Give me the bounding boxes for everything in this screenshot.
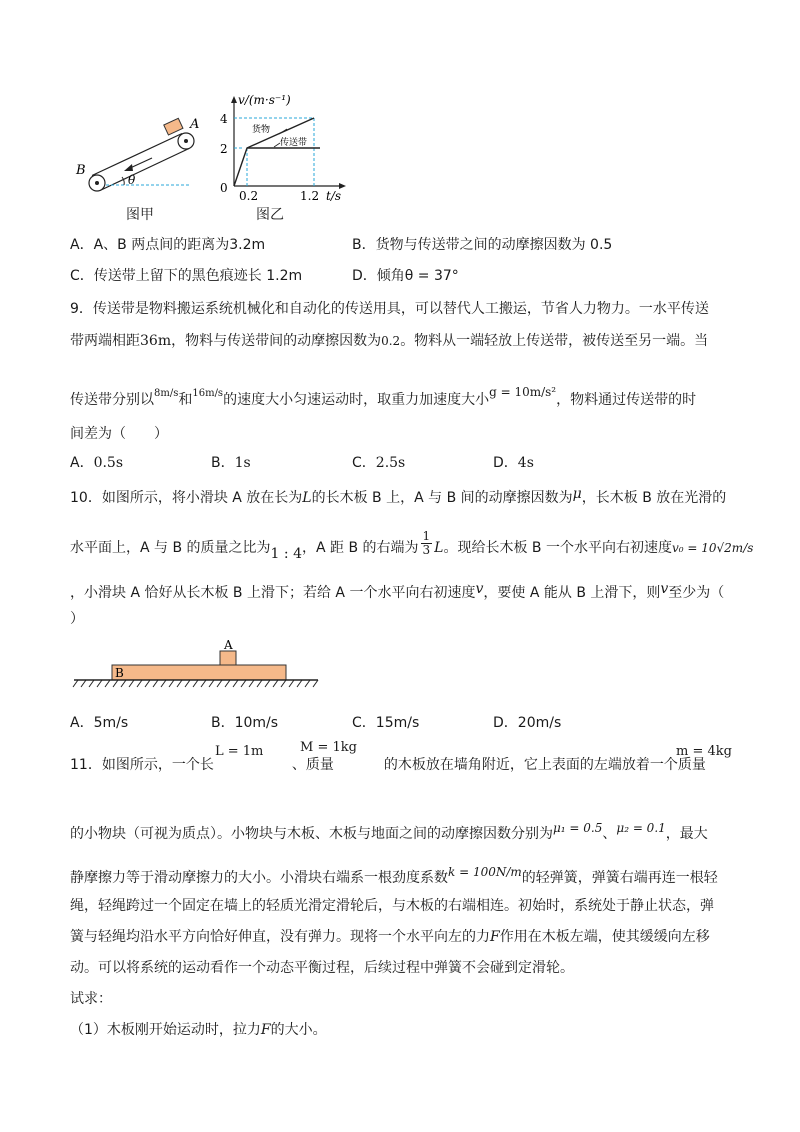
q11-line-6: 动。可以将系统的运动看作一个动态平衡过程，后续过程中弹簧不会碰到定滑轮。 [70, 960, 574, 976]
q11-line-5: 簧与轻绳均沿水平方向恰好伸直，没有弹力。现将一个水平向左的力F作用在木板左端，使其缓缓向左移 [70, 929, 710, 945]
q10-line-4: ） [70, 611, 84, 627]
q8-option-c: C．传送带上留下的黑色痕迹长 1.2m [70, 268, 303, 284]
q9-line-1: 9．传送带是物料搬运系统机械化和自动化的传送用具，可以替代人工搬运，节省人力物力。一水平传送 [70, 301, 709, 317]
q8-option-b: B．货物与传送带之间的动摩擦因数为 0.5 [352, 237, 613, 253]
figure-jia-caption: 图甲 [126, 207, 154, 223]
q10-line-3: ，小滑块 A 恰好从长木板 B 上滑下；若给 A 一个水平向右初速度v，要使 A 能从 B 上滑下，则v至少为（ [70, 581, 725, 601]
q8-option-d: D．倾角θ = 37° [352, 268, 459, 284]
q9-option-b: B．1s [211, 455, 251, 471]
fig-yi-label-cargo: 货物 [252, 125, 271, 135]
fig-yi-origin: 0 [220, 181, 228, 195]
q10-option-c: C．15m/s [352, 715, 420, 731]
figure-jia [70, 108, 210, 198]
q10-line-1: 10．如图所示，将小滑块 A 放在长为L的长木板 B 上，A 与 B 间的动摩擦因数为μ，长木板 B 放在光滑的 [70, 486, 727, 506]
figure-yi-caption: 图乙 [256, 207, 284, 223]
fig-jia-label-theta: θ [128, 173, 136, 187]
fig-q10-label-a: A [224, 638, 233, 652]
fraction-numerator: 1 [422, 529, 431, 543]
q9-line-4: 间差为（ ） [70, 426, 168, 442]
fig-yi-y-tick-2: 2 [220, 142, 228, 156]
q8-option-a: A．A、B 两点间的距离为3.2m [70, 237, 266, 253]
figure-yi [214, 92, 354, 202]
q9-option-c: C．2.5s [352, 455, 406, 471]
fig-jia-label-b: B [76, 163, 86, 178]
fig-q10-label-b: B [115, 666, 124, 680]
figure-q10 [70, 636, 320, 692]
q10-option-d: D．20m/s [493, 715, 562, 731]
q11-line-2: 的小物块（可视为质点）。小物块与木板、木板与地面之间的动摩擦因数分别为μ₁ = 0.5、μ₂ = 0.1，最大 [70, 821, 708, 842]
q11-line-1: 11．如图所示，一个长 、质量 的木板放在墙角附近，它上表面的左端放着一个质量 [70, 757, 706, 773]
fraction-denominator: 3 [422, 543, 431, 557]
q11-math-board-mass: M = 1kg [300, 740, 357, 755]
q11-math-block-mass: m = 4kg [676, 744, 732, 759]
q11-line-7: 试求： [70, 991, 112, 1007]
fraction-one-third [421, 530, 433, 557]
fig-yi-y-axis-label: v/(m·s⁻¹) [238, 93, 291, 107]
q10-option-b: B．10m/s [211, 715, 279, 731]
fig-yi-x-tick-1-2: 1.2 [300, 189, 320, 202]
fig-yi-label-belt: 传送带 [280, 138, 308, 148]
q11-math-length: L = 1m [215, 744, 264, 759]
q10-line-2: 水平面上，A 与 B 的质量之比为1 : 4，A 距 B 的右端为 $\frac{1}{3}$ L。现给长木板 B 一个水平向右初速度v₀ = 10√2m/s [70, 529, 754, 562]
fig-yi-x-tick-0-2: 0.2 [239, 189, 259, 202]
q9-line-3: 传送带分别以$^{8m/s}$和$^{16m/s}$的速度大小匀速运动时，取重力加速度大小g = 10m/s²，物料通过传送带的时 [70, 385, 697, 408]
fig-yi-y-tick-4: 4 [220, 112, 228, 126]
q11-line-4: 绳，轻绳跨过一个固定在墙上的轻质光滑定滑轮后，与木板的右端相连。初始时，系统处于静止状态，弹 [70, 898, 714, 914]
q9-option-d: D．4s [493, 455, 534, 471]
fig-jia-label-a: A [190, 117, 200, 132]
fig-yi-x-axis-label: t/s [326, 189, 342, 202]
q9-line-2: 带两端相距36m，物料与传送带间的动摩擦因数为0.2。物料从一端轻放上传送带，被传送至另一端。当 [70, 333, 709, 349]
q9-option-a: A．0.5s [70, 455, 124, 471]
q10-option-a: A．5m/s [70, 715, 129, 731]
q11-line-3: 静摩擦力等于滑动摩擦力的大小。小滑块右端系一根劲度系数k = 100N/m的轻弹簧，弹簧右端再连一根轻 [70, 865, 718, 886]
q11-line-8: （1）木板刚开始运动时，拉力F的大小。 [70, 1022, 327, 1038]
